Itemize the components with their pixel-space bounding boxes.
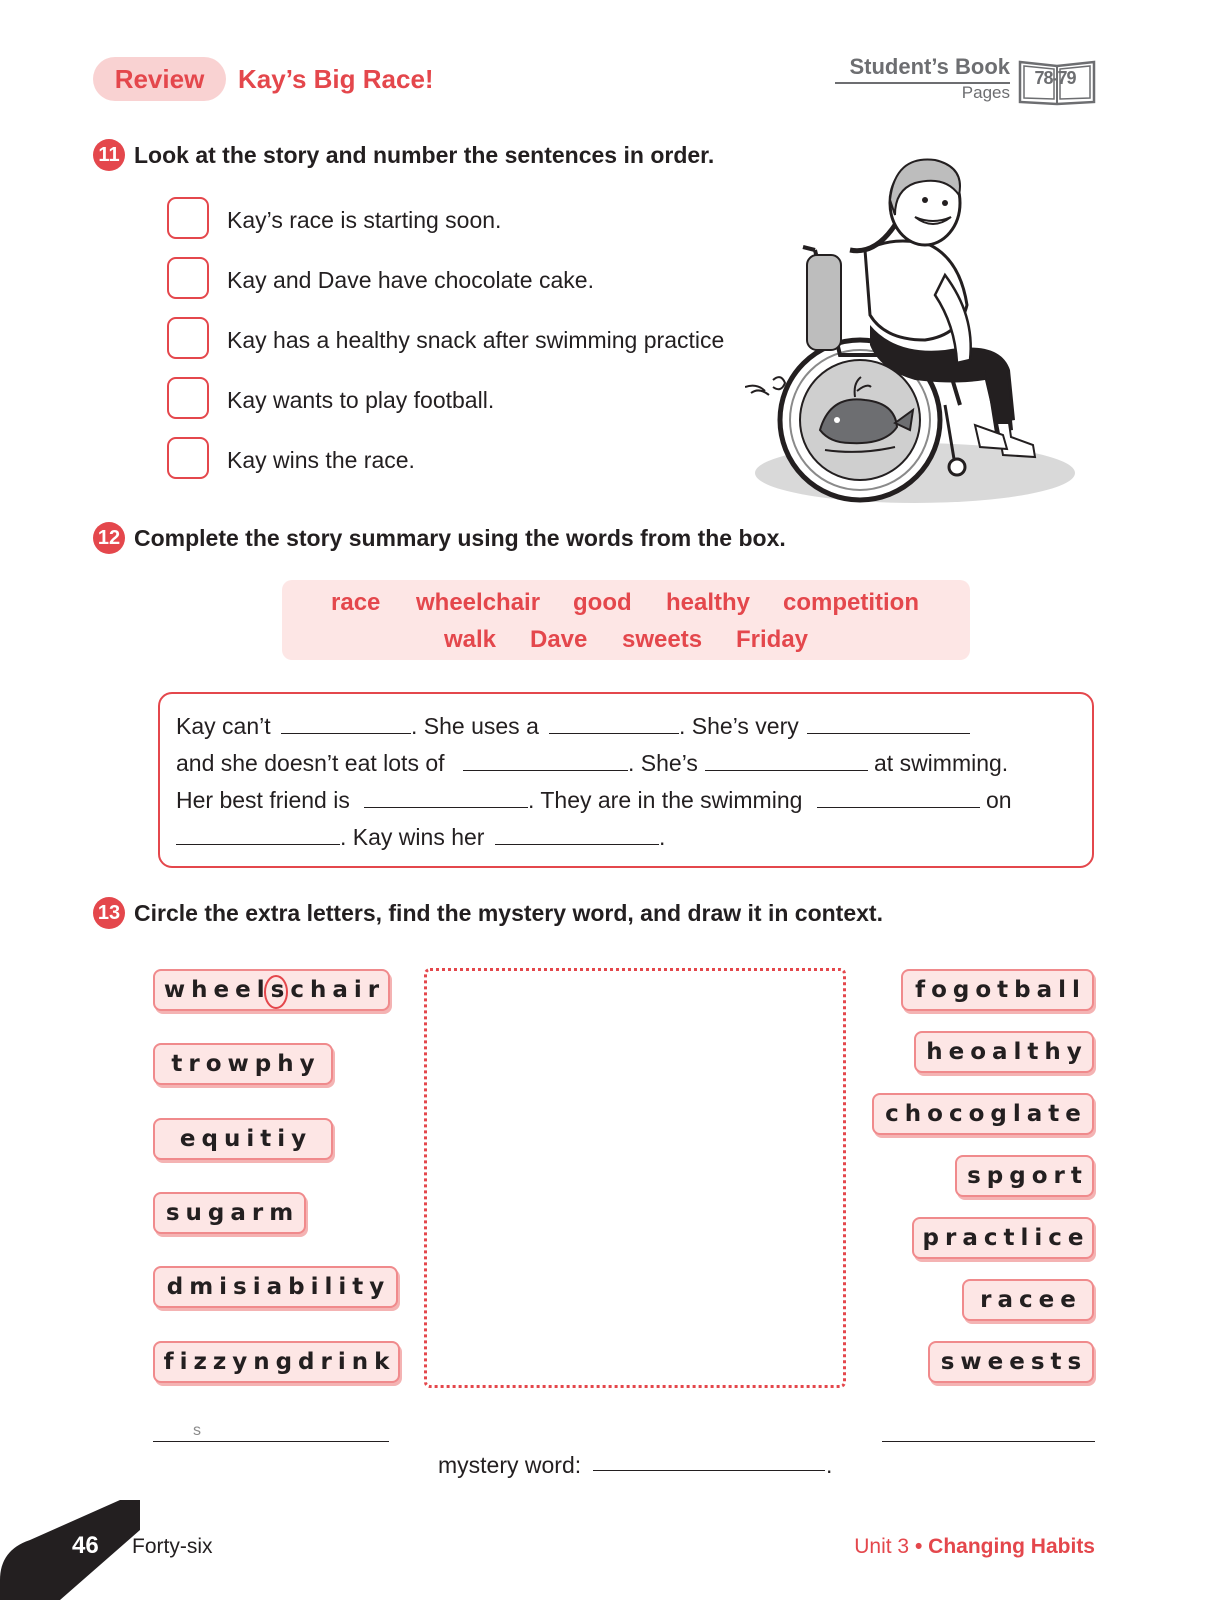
example-letter: s <box>193 1422 201 1439</box>
order-box-3[interactable] <box>167 317 209 359</box>
word-race: race <box>331 589 381 616</box>
word-good: good <box>573 589 632 616</box>
exercise-12-instruction: Complete the story summary using the words from the box. <box>134 525 786 551</box>
answer-blank-8[interactable] <box>176 844 340 845</box>
page-title: Kay’s Big Race! <box>238 64 434 94</box>
answer-blank-7[interactable] <box>817 807 980 808</box>
word-wheelchair: wheelchair <box>416 589 541 616</box>
summary-text: . She uses a <box>411 713 539 739</box>
page-range: 78-79 <box>1034 68 1076 88</box>
word-sweets: sweets <box>622 626 703 653</box>
review-badge: Review <box>93 57 226 101</box>
answer-blank-4[interactable] <box>463 770 628 771</box>
exercise-number-13: 13 <box>93 897 125 929</box>
students-book-label: Student’s Book <box>849 54 1010 79</box>
word-walk: walk <box>444 626 497 653</box>
exercise-number-11: 11 <box>93 139 125 171</box>
order-box-5[interactable] <box>167 437 209 479</box>
mystery-word-period: . <box>826 1452 833 1478</box>
page-corner <box>0 1500 140 1600</box>
summary-text: . <box>659 824 666 850</box>
answer-blank-3[interactable] <box>807 733 970 734</box>
word-tile-sugarm[interactable]: sugarm <box>153 1192 306 1234</box>
answer-blank-2[interactable] <box>549 733 679 734</box>
sentence-2: Kay and Dave have chocolate cake. <box>227 267 594 293</box>
word-tile-dmisiability[interactable]: dmisiability <box>153 1266 398 1308</box>
summary-text: . They are in the swimming <box>528 787 803 813</box>
answer-blank-9[interactable] <box>495 844 659 845</box>
word-healthy: healthy <box>666 589 751 616</box>
drawing-area[interactable] <box>424 968 846 1388</box>
sentence-1: Kay’s race is starting soon. <box>227 207 502 233</box>
unit-title: Changing Habits <box>928 1535 1095 1558</box>
word-tile-trowphy[interactable]: trowphy <box>153 1043 333 1085</box>
summary-text: and she doesn’t eat lots of <box>176 750 445 776</box>
sentence-5: Kay wins the race. <box>227 447 415 473</box>
order-box-1[interactable] <box>167 197 209 239</box>
word-tile-practlice[interactable]: practlice <box>912 1217 1094 1259</box>
wheelchair-girl-illustration <box>745 155 1090 510</box>
word-dave: Dave <box>530 626 588 653</box>
pages-label: Pages <box>961 83 1010 102</box>
exercise-number-12: 12 <box>93 522 125 554</box>
answer-blank-1[interactable] <box>281 733 411 734</box>
example-circle <box>263 974 289 1010</box>
summary-text: . She’s very <box>679 713 799 739</box>
answer-blank-6[interactable] <box>364 807 528 808</box>
mystery-word-line[interactable] <box>593 1470 825 1471</box>
word-tile-spgort[interactable]: spgort <box>955 1155 1094 1197</box>
summary-text: . Kay wins her <box>340 824 485 850</box>
page-number-words: Forty-six <box>132 1535 213 1558</box>
word-tile-fizzyngdrink[interactable]: fizzyngdrink <box>153 1341 400 1383</box>
word-tile-heoalthy[interactable]: heoalthy <box>914 1031 1094 1073</box>
word-tile-wheelschair[interactable]: wheelschair <box>153 969 390 1011</box>
page-number: 46 <box>72 1532 99 1559</box>
order-box-4[interactable] <box>167 377 209 419</box>
unit-bullet: • <box>914 1535 923 1558</box>
summary-box <box>158 692 1094 868</box>
word-competition: competition <box>783 589 919 616</box>
unit-label <box>820 1535 1095 1559</box>
unit-number: Unit 3 <box>854 1535 910 1558</box>
exercise-11-instruction: Look at the story and number the sentences in order. <box>134 142 715 168</box>
summary-text: . She’s <box>628 750 698 776</box>
word-tile-equitiy[interactable]: equitiy <box>153 1118 333 1160</box>
letters-line-left[interactable] <box>153 1441 389 1442</box>
word-friday: Friday <box>736 626 809 653</box>
summary-text: at swimming. <box>874 750 1009 776</box>
exercise-13-instruction: Circle the extra letters, find the mystery word, and draw it in context. <box>134 900 883 926</box>
summary-text: Her best friend is <box>176 787 350 813</box>
summary-text: on <box>986 787 1012 813</box>
sentence-4: Kay wants to play football. <box>227 387 495 413</box>
sentence-3: Kay has a healthy snack after swimming practice <box>227 327 725 353</box>
word-tile-sweests[interactable]: sweests <box>928 1341 1094 1383</box>
word-tile-racee[interactable]: racee <box>962 1279 1094 1321</box>
word-tile-fogotball[interactable]: fogotball <box>901 969 1094 1011</box>
summary-text: Kay can’t <box>176 713 271 739</box>
word-tile-chocoglate[interactable]: chocoglate <box>872 1093 1094 1135</box>
answer-blank-5[interactable] <box>705 770 868 771</box>
letters-line-right[interactable] <box>882 1441 1095 1442</box>
order-box-2[interactable] <box>167 257 209 299</box>
mystery-word-label: mystery word: <box>438 1452 582 1478</box>
